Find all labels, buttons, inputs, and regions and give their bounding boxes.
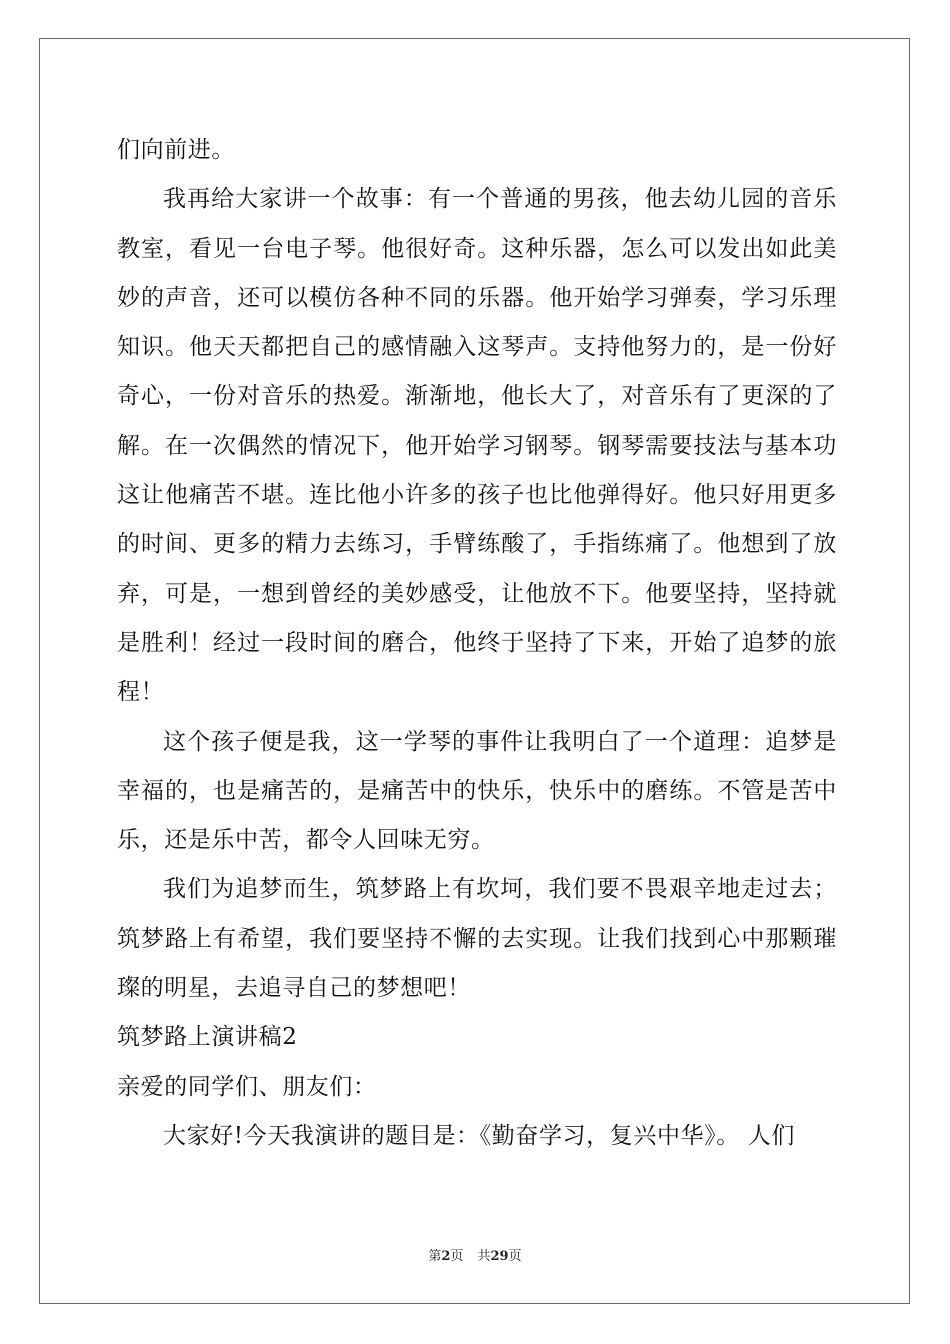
page-number: 2 [441,1249,451,1264]
paragraph-4: 我们为追梦而生，筑梦路上有坎坷，我们要不畏艰辛地走过去；筑梦路上有希望，我们要坚持不懈的去实现。让我们找到心中那颗璀璨的明星，去追寻自己的梦想吧！ [117,876,837,1002]
salutation: 亲爱的同学们、朋友们： [117,1073,377,1100]
total-suffix: 页 [508,1249,522,1264]
paragraph-3: 这个孩子便是我，这一学琴的事件让我明白了一个道理：追梦是幸福的，也是痛苦的，是痛苦中的快乐，快乐中的磨练。不管是苦中乐，还是乐中苦，都令人回味无穷。 [117,728,837,854]
document-body [117,126,837,1161]
paragraph-1: 们向前进。 [117,137,235,163]
total-pages: 29 [490,1249,509,1264]
page-prefix: 第 [428,1249,442,1264]
page-suffix: 页 [450,1249,464,1264]
page-footer [0,1248,950,1266]
paragraph-2: 我再给大家讲一个故事：有一个普通的男孩，他去幼儿园的音乐教室，看见一台电子琴。他很好奇。这种乐器，怎么可以发出如此美妙的声音，还可以模仿各种不同的乐器。他开始学习弹奏，学习乐理知识。他天天都把自己的感情融入这琴声。支持他努力的，是一份好奇心，一份对音乐的热爱。渐渐地，他长大了，对音乐有了更深的了解。在一次偶然的情况下，他开始学习钢琴。钢琴需要技法与基本功这让他痛苦不堪。连比他小许多的孩子也比他弹得好。他只好用更多的时间、更多的精力去练习，手臂练酸了，手指练痛了。他想到了放弃，可是，一想到曾经的美妙感受，让他放不下。他要坚持，坚持就是胜利！经过一段时间的磨合，他终于坚持了下来，开始了追梦的旅程！ [117,186,837,706]
paragraph-opening: 大家好!今天我演讲的题目是：《勤奋学习，复兴中华》。 人们 [163,1122,795,1149]
total-prefix: 共 [477,1249,491,1264]
section-title: 筑梦路上演讲稿2 [117,1024,298,1051]
